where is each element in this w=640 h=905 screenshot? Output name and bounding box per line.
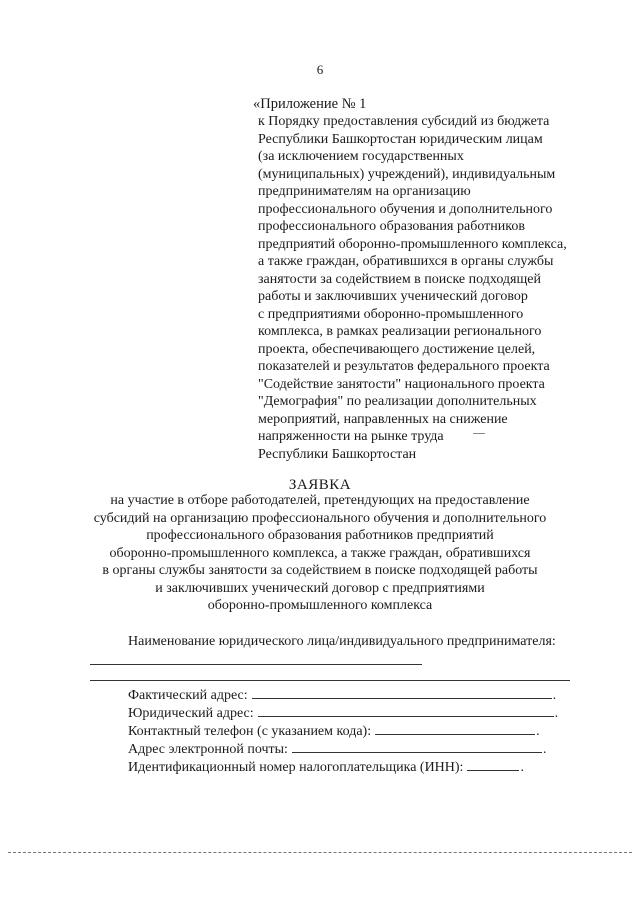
appendix-line: работы и заключивших ученический договор [258, 289, 528, 304]
appendix-line: (за исключением государственных [258, 149, 464, 164]
appendix-line: (муниципальных) учреждений), индивидуальным [258, 166, 556, 182]
application-subtitle [0, 492, 640, 615]
subtitle-line: субсидий на организацию профессионального обучения и дополнительного [93, 510, 547, 526]
legal-address-input[interactable] [258, 704, 554, 717]
appendix-line: профессионального образования работников [258, 219, 525, 234]
application-title: ЗАЯВКА [288, 477, 352, 493]
inn-input[interactable] [467, 758, 519, 771]
subtitle-line: и заключивших ученический договор с предприятиями [155, 580, 485, 596]
phone-field [128, 722, 540, 740]
subtitle-line: профессионального образования работников предприятий [146, 528, 494, 543]
appendix-line: Республики Башкортостан [258, 446, 417, 462]
appendix-line: напряженности на рынке труда [258, 429, 444, 444]
scan-mark [473, 433, 485, 434]
appendix-line: с предприятиями оборонно-промышленного [258, 306, 524, 322]
subtitle-line: оборонно-промышленного комплекса [207, 598, 433, 613]
entity-name-label: Наименование юридического лица/индивидуального предпринимателя: [128, 634, 556, 649]
phone-input[interactable] [375, 722, 535, 735]
inn-field [128, 758, 524, 776]
appendix-heading: «Приложение № 1 [253, 96, 367, 112]
appendix-line: мероприятий, направленных на снижение [258, 411, 508, 427]
entity-name-line-1[interactable] [90, 664, 422, 665]
appendix-line: предпринимателям на организацию [258, 184, 471, 199]
entity-name-line-2[interactable] [90, 680, 570, 681]
email-input[interactable] [292, 740, 542, 753]
appendix-line: профессионального обучения и дополнительного [258, 201, 553, 217]
field-end: . [554, 706, 559, 721]
appendix-line: комплекса, в рамках реализации регионального [258, 324, 542, 339]
appendix-line: показателей и результатов федерального проекта [258, 359, 550, 374]
appendix-line: предприятий оборонно-промышленного комплекса, [258, 236, 567, 252]
appendix-line: к Порядку предоставления субсидий из бюджета [258, 114, 550, 129]
subtitle-line: оборонно-промышленного комплекса, а также граждан, обратившихся [109, 545, 531, 561]
field-end: . [536, 724, 540, 739]
email-field [128, 740, 546, 758]
appendix-line: Республики Башкортостан юридическим лицам [258, 131, 543, 147]
appendix-body [258, 113, 618, 463]
subtitle-line: на участие в отборе работодателей, претендующих на предоставление [110, 493, 530, 508]
field-end: . [552, 688, 557, 703]
phone-label: Контактный телефон (с указанием кода): [128, 724, 372, 739]
actual-address-input[interactable] [252, 686, 552, 699]
legal-address-label: Юридический адрес: [128, 706, 254, 721]
page-number: 6 [316, 62, 324, 77]
field-end: . [542, 742, 547, 757]
bottom-divider [8, 852, 632, 853]
email-label: Адрес электронной почты: [128, 742, 288, 757]
appendix-line: "Содействие занятости" национального проекта [258, 376, 545, 392]
legal-address-field [128, 704, 558, 722]
actual-address-label: Фактический адрес: [128, 688, 248, 703]
appendix-line: а также граждан, обратившихся в органы службы [258, 254, 554, 269]
actual-address-field [128, 686, 556, 704]
inn-label: Идентификационный номер налогоплательщика (ИНН): [128, 760, 464, 775]
field-end: . [520, 760, 524, 775]
appendix-line: "Демография" по реализации дополнительных [258, 394, 537, 409]
subtitle-line: в органы службы занятости за содействием в поиске подходящей работы [102, 563, 538, 578]
appendix-line: занятости за содействием в поиске подходящей [258, 271, 541, 287]
appendix-line: проекта, обеспечивающего достижение целей, [258, 341, 536, 357]
